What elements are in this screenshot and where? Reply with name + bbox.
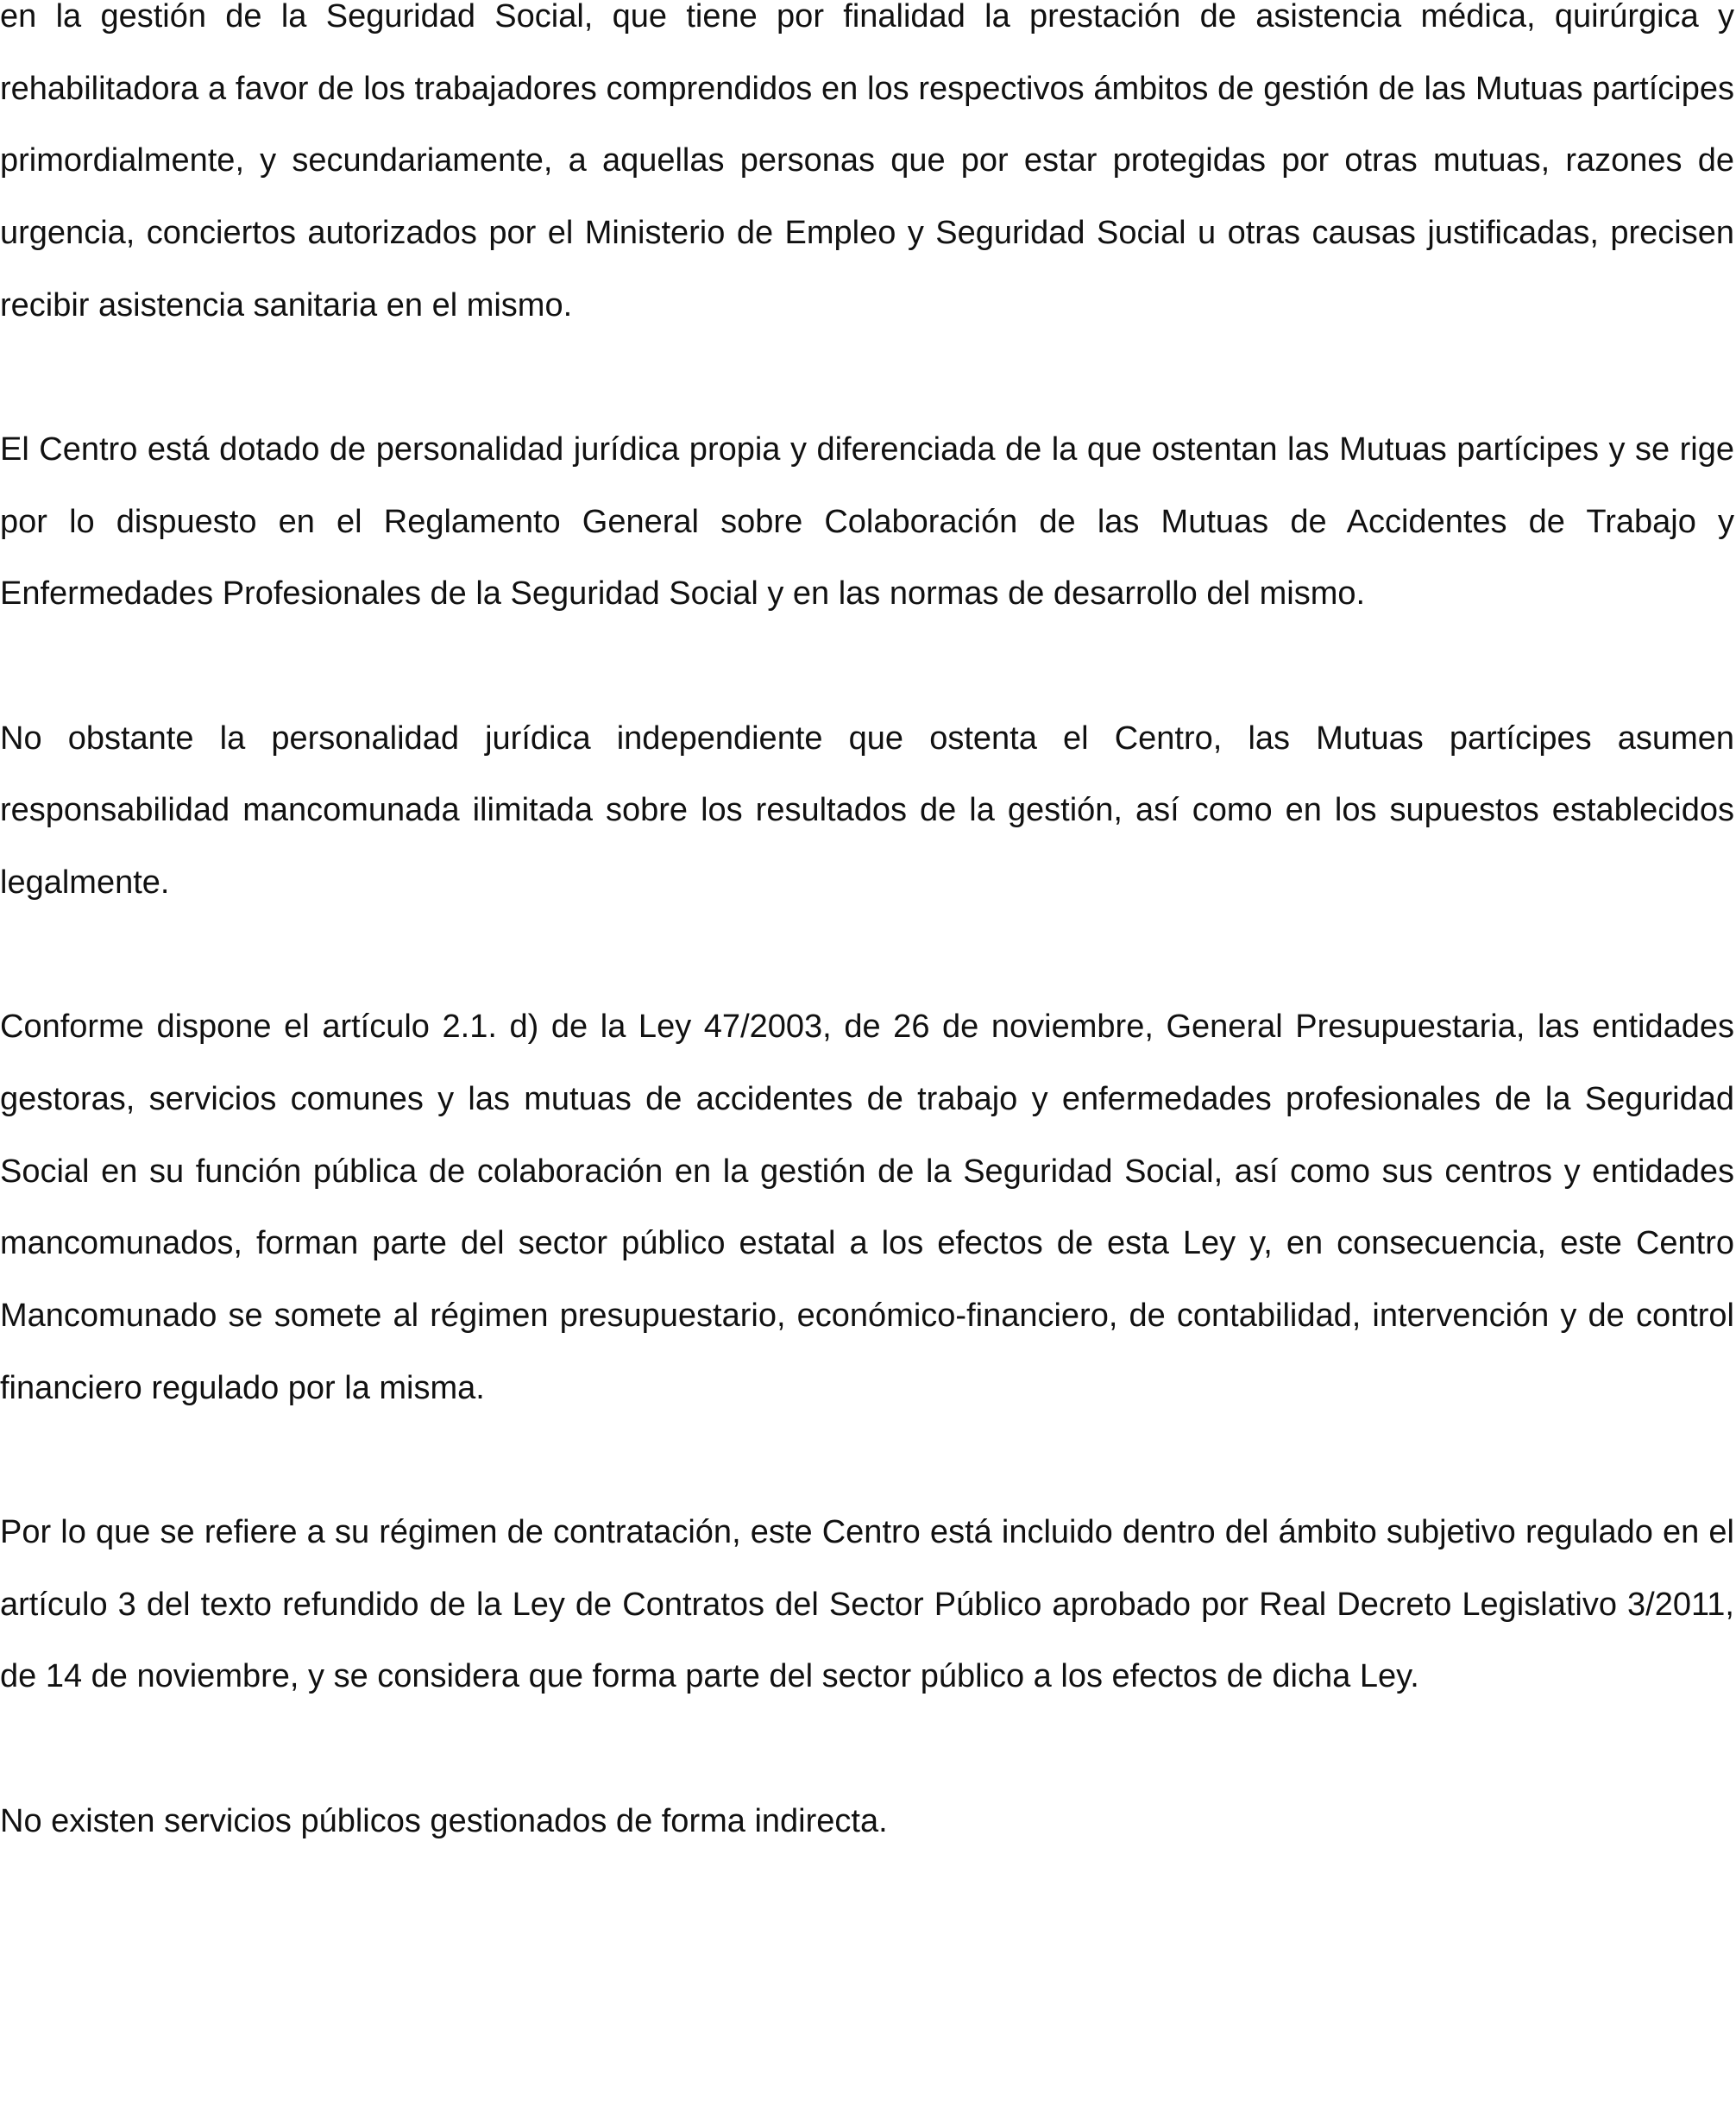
paragraph-sector-publico-estatal: Conforme dispone el artículo 2.1. d) de la Ley 47/2003, de 26 de noviembre, General Presupuestaria, las entidades gestoras, servicios comunes y las mutuas de accidentes de trabajo y enfermedades profesionales de la Seguridad Social en su función pública de colaboración en la gestión de la Seguridad Social, así como sus centros y entidades mancomunados, forman parte del sector público estatal a los efectos de esta Ley y, en consecuencia, este Centro Mancomunado se somete al régimen presupuestario, económico-financiero, de contabilidad, intervención y de control financiero regulado por la misma.	[0, 1009, 1734, 1406]
paragraph-asistencia-sanitaria: en la gestión de la Seguridad Social, que tiene por finalidad la prestación de asistencia médica, quirúrgica y rehabilitadora a favor de los trabajadores comprendidos en los respectivos ámbitos de gestión de las Mutuas partícipes primordialmente, y secundariamente, a aquellas personas que por estar protegidas por otras mutuas, razones de urgencia, conciertos autorizados por el Ministerio de Empleo y Seguridad Social u otras causas justificadas, precisen recibir asistencia sanitaria en el mismo.	[0, 0, 1734, 324]
paragraph-personalidad-juridica: El Centro está dotado de personalidad jurídica propia y diferenciada de la que ostentan las Mutuas partícipes y se rige por lo dispuesto en el Reglamento General sobre Colaboración de las Mutuas de Accidentes de Trabajo y Enfermedades Profesionales de la Seguridad Social y en las normas de desarrollo del mismo.	[0, 431, 1734, 613]
paragraph-regimen-contratacion: Por lo que se refiere a su régimen de contratación, este Centro está incluido dentro del ámbito subjetivo regulado en el artículo 3 del texto refundido de la Ley de Contratos del Sector Público aprobado por Real Decreto Legislativo 3/2011, de 14 de noviembre, y se considera que forma parte del sector público a los efectos de dicha Ley.	[0, 1513, 1734, 1695]
paragraph-servicios-publicos: No existen servicios públicos gestionados de forma indirecta.	[0, 1802, 888, 1839]
paragraph-responsabilidad-mancomunada: No obstante la personalidad jurídica independiente que ostenta el Centro, las Mutuas partícipes asumen responsabilidad mancomunada ilimitada sobre los resultados de la gestión, así como en los supuestos establecidos legalmente.	[0, 720, 1734, 902]
